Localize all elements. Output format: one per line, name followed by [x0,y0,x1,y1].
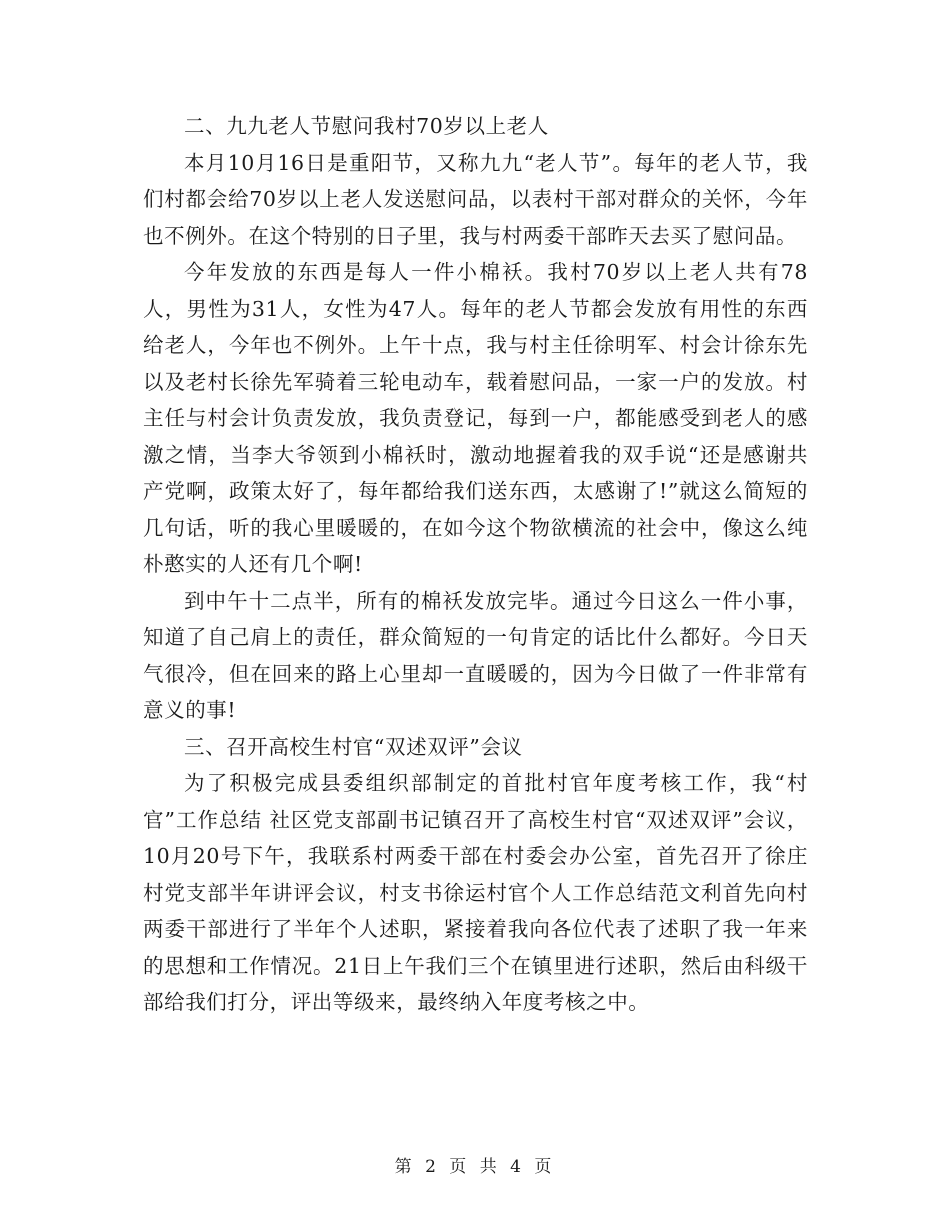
paragraph-3: 到中午十二点半，所有的棉袄发放完毕。通过今日这么一件小事，知道了自己肩上的责任，群众简短的一句肯定的话比什么都好。今日天气很冷，但在回来的路上心里却一直暖暖的，因为今日做了一件非常有意义的事! [143,588,808,722]
paragraph-4: 为了积极完成县委组织部制定的首批村官年度考核工作，我“村官”工作总结 社区党支部副书记镇召开了高校生村官“双述双评”会议，10月20号下午，我联系村两委干部在村委会办公室，首先召开了徐庄村党支部半年讲评会议，村支书徐运村官个人工作总结范文利首先向村两委干部进行了半年个人述职，紧接着我向各位代表了述职了我一年来的思想和工作情况。21日上午我们三个在镇里进行述职，然后由科级干部给我们打分，评出等级来，最终纳入年度考核之中。 [143,771,808,1014]
section-heading-2: 三、召开高校生村官“双述双评”会议 [184,734,523,759]
paragraph-1: 本月10月16日是重阳节，又称九九“老人节”。每年的老人节，我们村都会给70岁以上老人发送慰问品，以表村干部对群众的关怀，今年也不例外。在这个特别的日子里，我与村两委干部昨天去买了慰问品。 [143,150,808,248]
page-number: 第 2 页 共 4 页 [394,1157,556,1177]
document-body [143,108,808,1021]
paragraph-2: 今年发放的东西是每人一件小棉袄。我村70岁以上老人共有78人，男性为31人，女性为47人。每年的老人节都会发放有用性的东西给老人，今年也不例外。上午十点，我与村主任徐明军、村会计徐东先以及老村长徐先军骑着三轮电动车，载着慰问品，一家一户的发放。村主任与村会计负责发放，我负责登记，每到一户，都能感受到老人的感激之情，当李大爷领到小棉袄时，激动地握着我的双手说“还是感谢共产党啊，政策太好了，每年都给我们送东西，太感谢了!”就这么简短的几句话，听的我心里暖暖的，在如今这个物欲横流的社会中，像这么纯朴憨实的人还有几个啊! [143,260,808,576]
section-heading-1: 二、九九老人节慰问我村70岁以上老人 [184,114,549,138]
